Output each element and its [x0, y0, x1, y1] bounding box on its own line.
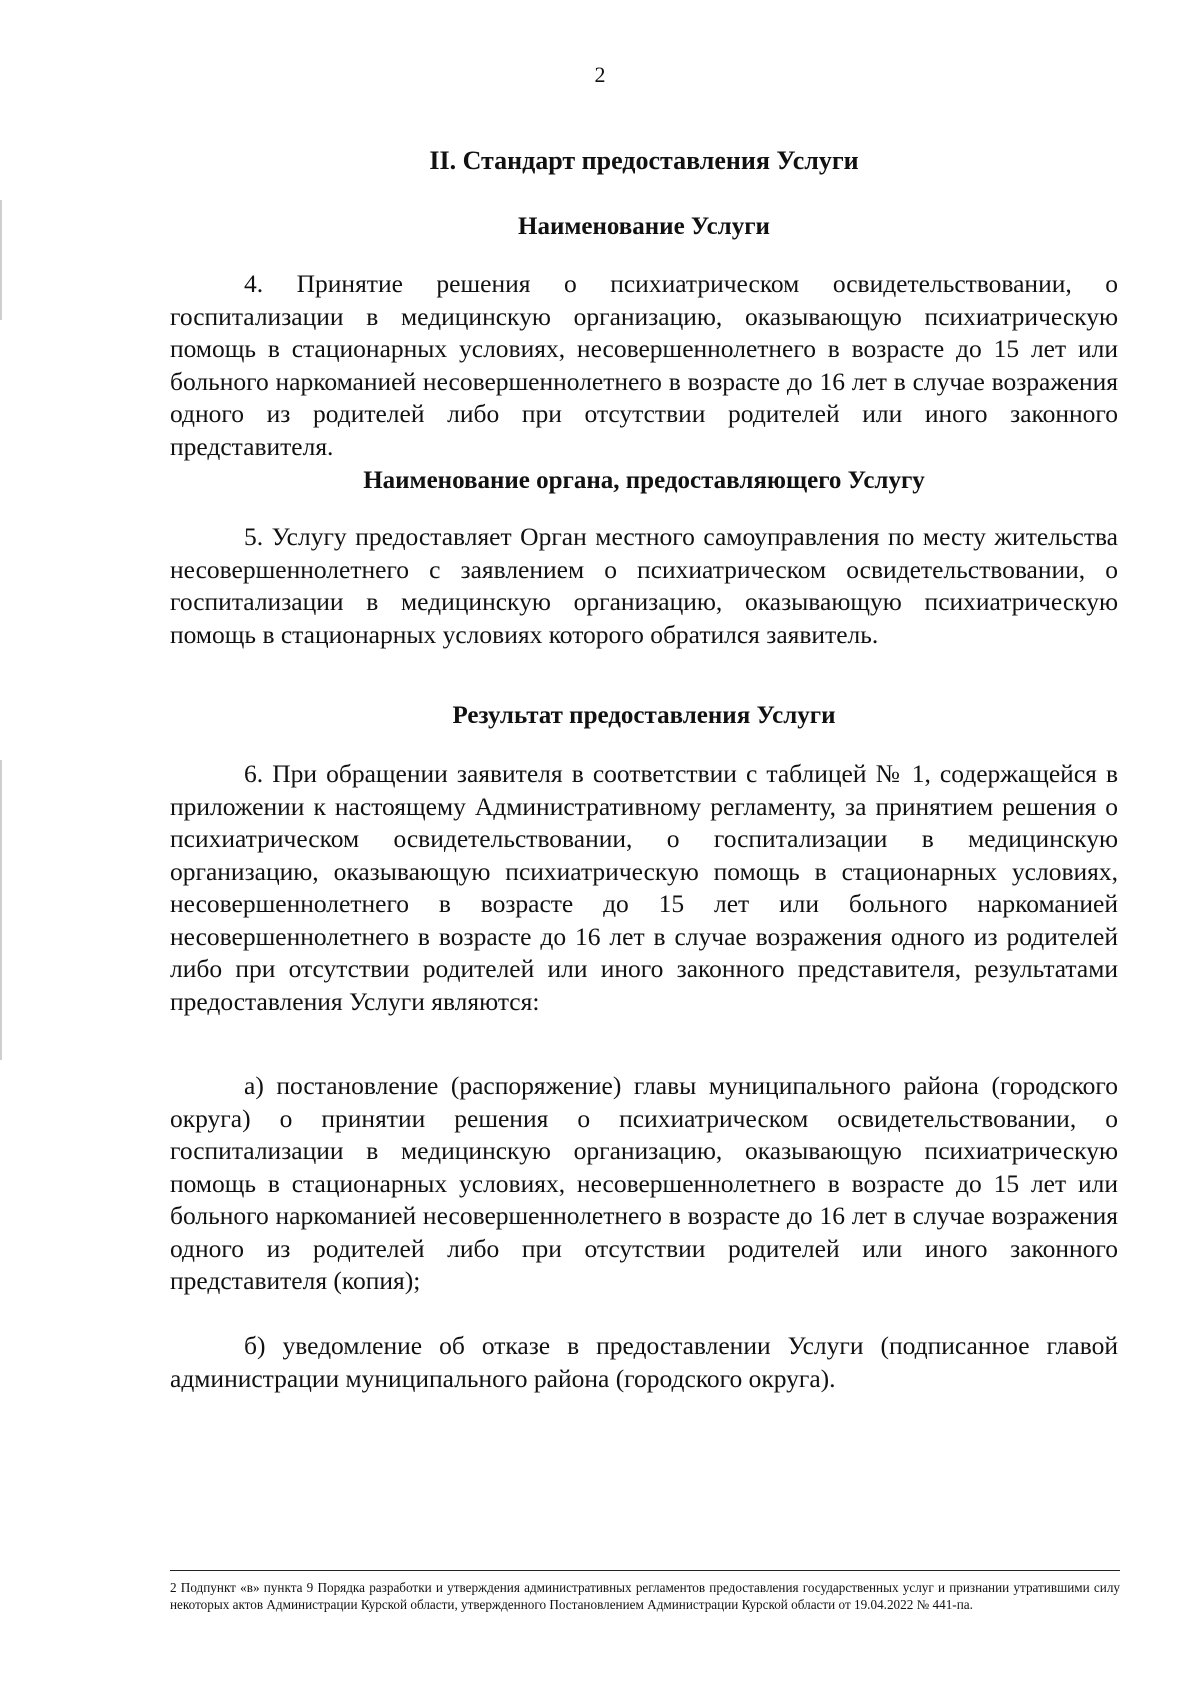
- scan-edge-mark: [0, 760, 2, 1060]
- subheading-authority: Наименование органа, предоставляющего Услугу: [363, 467, 925, 494]
- subheading-service-name: Наименование Услуги: [518, 213, 770, 240]
- section-title: II. Стандарт предоставления Услуги: [429, 146, 859, 175]
- paragraph-text: 5. Услугу предоставляет Орган местного самоуправления по месту жительства несовершеннолетнего с заявлением о психиатрическом освидетельствовании, о госпитализации в медицинскую организацию, оказывающую психиатрическую помощь в стационарных условиях которого обратился заявитель.: [170, 522, 1118, 649]
- paragraph-4: [170, 268, 1118, 463]
- paragraph-6-a: [170, 1070, 1118, 1298]
- paragraph-text: б) уведомление об отказе в предоставлении Услуги (подписанное главой администрации муниципального района (городского округа).: [170, 1331, 1118, 1393]
- paragraph-text: 4. Принятие решения о психиатрическом освидетельствовании, о госпитализации в медицинскую организацию, оказывающую психиатрическую помощь в стационарных условиях, несовершеннолетнего в возрасте до 15 лет или больного наркоманией несовершеннолетнего в возрасте до 16 лет в случае возражения одного из родителей либо при отсутствии родителей или иного законного представителя.: [170, 269, 1118, 461]
- page-number: 2: [594, 62, 606, 87]
- paragraph-text: 6. При обращении заявителя в соответствии с таблицей № 1, содержащейся в приложении к настоящему Административному регламенту, за принятием решения о психиатрическом освидетельствовании, о госпитализации в медицинскую организацию, оказывающую психиатрическую помощь в стационарных условиях, несовершеннолетнего в возрасте до 15 лет или больного наркоманией несовершеннолетнего в возрасте до 16 лет в случае возражения одного из родителей либо при отсутствии родителей или иного законного представителя, результатами предоставления Услуги являются:: [170, 759, 1118, 1016]
- scan-edge-mark: [0, 200, 2, 320]
- paragraph-6-b: [170, 1330, 1118, 1395]
- subheading-result: Результат предоставления Услуги: [452, 702, 836, 729]
- paragraph-5: [170, 521, 1118, 651]
- paragraph-6: [170, 758, 1118, 1018]
- footnote-divider: [170, 1570, 1120, 1571]
- paragraph-text: а) постановление (распоряжение) главы муниципального района (городского округа) о принятии решения о психиатрическом освидетельствовании, о госпитализации в медицинскую организацию, оказывающую психиатрическую помощь в стационарных условиях, несовершеннолетнего в возрасте до 15 лет или больного наркоманией несовершеннолетнего в возрасте до 16 лет в случае возражения одного из родителей либо при отсутствии родителей или иного законного представителя (копия);: [170, 1071, 1118, 1295]
- footnote: 2 Подпункт «в» пункта 9 Порядка разработки и утверждения административных регламентов предоставления государственных услуг и признании утратившими силу некоторых актов Администрации Курской области, утвержденного Постановлением Администрации Курской области от 19.04.2022 № 441-па.: [170, 1580, 1120, 1612]
